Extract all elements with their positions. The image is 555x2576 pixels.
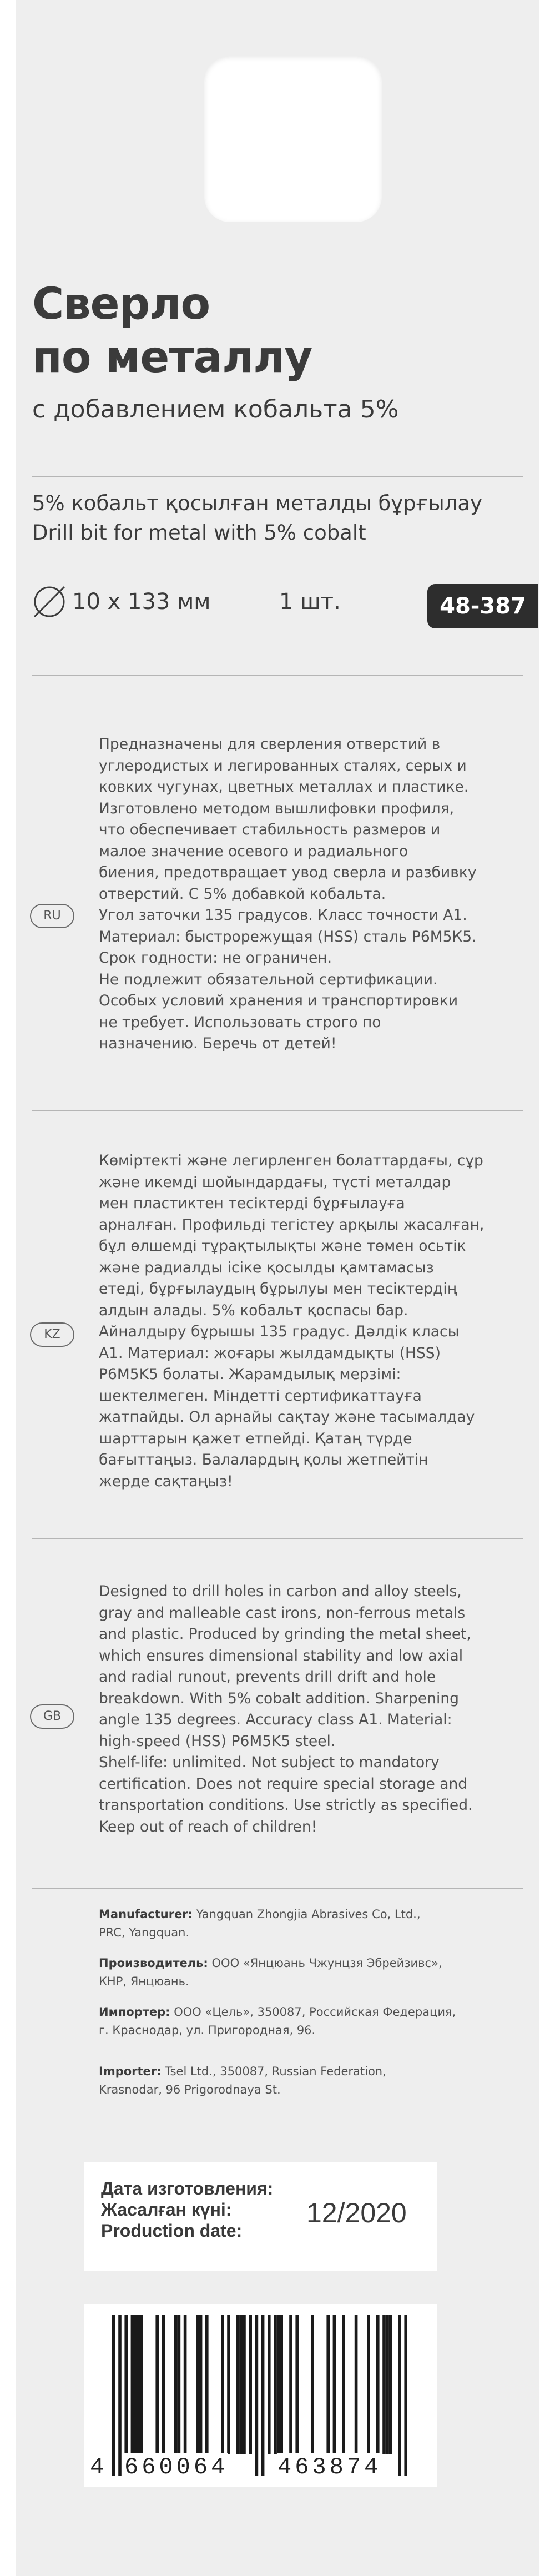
divider-kz <box>32 1538 523 1539</box>
product-title <box>32 278 509 384</box>
barcode-bar <box>249 2315 252 2454</box>
barcode-bar <box>134 2315 137 2454</box>
product-subtitle: с добавлением кобальта 5% <box>32 395 399 424</box>
barcode-bar <box>326 2315 330 2454</box>
text-line: high-speed (HSS) P6M5K5 steel. <box>99 1732 336 1750</box>
manufacturer-ru <box>99 1954 487 1991</box>
divider-ru <box>32 1110 523 1111</box>
barcode-bar <box>261 2315 265 2476</box>
date-label-en: Production date: <box>101 2221 243 2241</box>
text-line: Көміртекті және легирленген болаттардағы, сұр <box>99 1152 483 1169</box>
text-line: углеродистых и легированных сталях, серых и <box>99 757 467 774</box>
barcode-bar <box>178 2315 181 2454</box>
barcode-bar <box>131 2315 134 2454</box>
description-kz <box>99 1150 498 1492</box>
barcode-bar <box>196 2315 199 2454</box>
manufacturer-en-line-2: PRC, Yangquan. <box>99 1926 190 1939</box>
date-label-ru: Дата изготовления: <box>101 2178 274 2198</box>
barcode-bar <box>389 2315 392 2454</box>
text-line: не требует. Использовать строго по <box>99 1013 381 1031</box>
text-line: шарттарын қажет етпейді. Қатаң түрде <box>99 1430 412 1447</box>
barcode-bar <box>162 2315 165 2454</box>
barcode-bar <box>137 2315 140 2454</box>
text-line: gray and malleable cast irons, non-ferrous metals <box>99 1604 466 1622</box>
manufacturer-en <box>99 1905 487 1942</box>
barcode-bar <box>333 2315 336 2454</box>
barcode-bar <box>243 2315 246 2454</box>
importer-ru <box>99 2003 487 2040</box>
sku-badge: 48-387 <box>427 584 538 628</box>
text-line: Keep out of reach of children! <box>99 1818 317 1835</box>
text-line: which ensures dimensional stability and low axial <box>99 1647 463 1664</box>
title-line-1: Сверло <box>32 279 210 329</box>
text-line: шектелмеген. Міндетті сертификаттауға <box>99 1387 422 1405</box>
barcode-bar <box>174 2315 178 2454</box>
description-ru <box>99 734 498 1055</box>
text-line: малое значение осевого и радиального <box>99 842 408 860</box>
divider-gb <box>32 1888 523 1889</box>
text-line: Designed to drill holes in carbon and alloy steels, <box>99 1583 462 1600</box>
barcode-bar <box>289 2315 292 2454</box>
text-line: P6M5K5 болаты. Жарамдылық мерзімі: <box>99 1366 401 1383</box>
title-line-2: по металлу <box>32 333 312 383</box>
divider-top <box>32 476 523 477</box>
barcode-bar <box>382 2315 386 2454</box>
text-line: биения, предотвращает увод сверла и разбивку <box>99 864 477 881</box>
diameter-icon <box>32 585 67 619</box>
text-line: Shelf-life: unlimited. Not subject to mandatory <box>99 1754 440 1771</box>
text-line: certification. Does not require special storage and <box>99 1775 468 1793</box>
text-line: Особых условий хранения и транспортировки <box>99 992 458 1009</box>
manufacturer-en-label: Manufacturer: <box>99 1908 193 1921</box>
barcode-bar <box>295 2315 299 2454</box>
importer-en-line-2: Krasnodar, 96 Prigorodnaya St. <box>99 2083 281 2096</box>
importer-en-line-1: Tsel Ltd., 350087, Russian Federation, <box>165 2065 386 2078</box>
barcode-bar <box>342 2315 345 2454</box>
text-line: ковких чугунах, цветных металлах и пластике. <box>99 778 469 796</box>
barcode-bar <box>155 2315 159 2454</box>
text-line: отверстий. С 5% добавкой кобальта. <box>99 885 386 903</box>
importer-ru-label: Импортер: <box>99 2005 170 2019</box>
barcode-bar <box>255 2315 259 2476</box>
text-line: арналған. Профильді тегістеу арқылы жасалған, <box>99 1216 485 1234</box>
lang-badge-gb: GB <box>30 1704 74 1729</box>
manufacturer-ru-line-1: ООО «Янцюань Чжунцзя Эбрейзивс», <box>211 1956 442 1970</box>
barcode-bar <box>311 2315 314 2454</box>
text-line: Угол заточки 135 градусов. Класс точности А1. <box>99 907 467 924</box>
barcode-bar <box>355 2315 358 2454</box>
manufacturer-en-line-1: Yangquan Zhongjia Abrasives Co, Ltd., <box>196 1908 421 1921</box>
text-line: Срок годности: не ограничен. <box>99 949 332 967</box>
production-date-value: 12/2020 <box>306 2197 407 2228</box>
barcode-bar <box>274 2315 277 2454</box>
title-en: Drill bit for metal with 5% cobalt <box>32 521 366 545</box>
text-line: breakdown. With 5% cobalt addition. Sharpening <box>99 1689 459 1707</box>
production-date-labels <box>101 2178 273 2241</box>
importer-ru-line-1: ООО «Цель», 350087, Российская Федерация, <box>174 2005 456 2019</box>
barcode-bar <box>221 2315 224 2454</box>
text-line: етеді, бұрғылаудың бұрылуы мен тесіктердің <box>99 1280 457 1297</box>
text-line: жатпайды. Ол арнайы сақтау және тасымалдау <box>99 1408 475 1426</box>
barcode-bar <box>367 2315 370 2454</box>
hang-hole <box>204 56 382 222</box>
text-line: and plastic. Produced by grinding the metal sheet, <box>99 1626 471 1643</box>
barcode-bar <box>112 2315 115 2476</box>
barcode-bar <box>184 2315 187 2454</box>
dimensions: 10 х 133 мм <box>72 589 211 615</box>
lang-badge-ru: RU <box>30 904 74 928</box>
text-line: бағыттаңыз. Балалардың қолы жетпейтін <box>99 1451 428 1468</box>
quantity: 1 шт. <box>279 589 341 615</box>
manufacturer-ru-line-2: КНР, Янцюань. <box>99 1975 189 1988</box>
barcode-bar <box>268 2315 271 2454</box>
text-line: Материал: быстрорежущая (HSS) сталь Р6М5К5. <box>99 928 477 945</box>
barcode-group-1: 660064 <box>124 2454 229 2481</box>
title-kz: 5% кобальт қосылған металды бұрғылау <box>32 491 482 515</box>
barcode-bar <box>124 2315 128 2454</box>
barcode-bar <box>118 2315 122 2476</box>
text-line: назначению. Беречь от детей! <box>99 1035 337 1052</box>
barcode-bar <box>404 2315 407 2476</box>
text-line: және икемді шойындардағы, түсті металдар <box>99 1173 451 1191</box>
manufacturer-ru-label: Производитель: <box>99 1956 208 1970</box>
barcode-bar <box>376 2315 380 2454</box>
text-line: бұл өлшемді тұрақтылықты және төмен осьтік <box>99 1237 466 1255</box>
divider-spec <box>32 675 523 676</box>
importer-en <box>99 2062 487 2099</box>
barcode-bar <box>240 2315 243 2454</box>
barcode-group-2: 463874 <box>278 2454 382 2481</box>
barcode-bar <box>398 2315 401 2476</box>
barcode-bar <box>140 2315 143 2454</box>
text-line: Предназначены для сверления отверстий в <box>99 736 441 753</box>
barcode-bar <box>227 2315 230 2454</box>
barcode-first-digit: 4 <box>90 2454 104 2481</box>
description-gb <box>99 1581 498 1838</box>
barcode-bar <box>199 2315 203 2454</box>
barcode-bar <box>280 2315 283 2454</box>
barcode-bar <box>386 2315 389 2454</box>
text-line: angle 135 degrees. Accuracy class A1. Material: <box>99 1711 452 1728</box>
production-date-box <box>84 2162 437 2271</box>
text-line: Изготовлено методом вышлифовки профиля, <box>99 799 455 817</box>
text-line: жерде сақтаңыз! <box>99 1472 233 1490</box>
text-line: А1. Материал: жоғары жылдамдықты (HSS) <box>99 1344 441 1362</box>
barcode-bar <box>236 2315 240 2454</box>
text-line: and radial runout, prevents drill drift and hole <box>99 1668 436 1686</box>
importer-ru-line-2: г. Краснодар, ул. Пригородная, 96. <box>99 2024 316 2037</box>
importer-en-label: Importer: <box>99 2065 162 2078</box>
date-label-kz: Жасалған күні: <box>101 2200 232 2220</box>
barcode <box>84 2304 437 2487</box>
barcode-bar <box>277 2315 280 2454</box>
text-line: Айналдыру бұрышы 135 градус. Дәлдік класы <box>99 1323 460 1340</box>
lang-badge-kz: KZ <box>30 1322 74 1347</box>
text-line: что обеспечивает стабильность размеров и <box>99 821 441 838</box>
text-line: transportation conditions. Use strictly as specified. <box>99 1797 473 1814</box>
text-line: және радиалды ісіке қосылды қамтамасыз <box>99 1259 434 1276</box>
text-line: алдын алады. 5% кобальт қоспасы бар. <box>99 1301 408 1319</box>
text-line: Не подлежит обязательной сертификации. <box>99 970 438 988</box>
text-line: мен пластиктен тесіктерді бұрғылауға <box>99 1195 405 1212</box>
barcode-bar <box>205 2315 209 2454</box>
